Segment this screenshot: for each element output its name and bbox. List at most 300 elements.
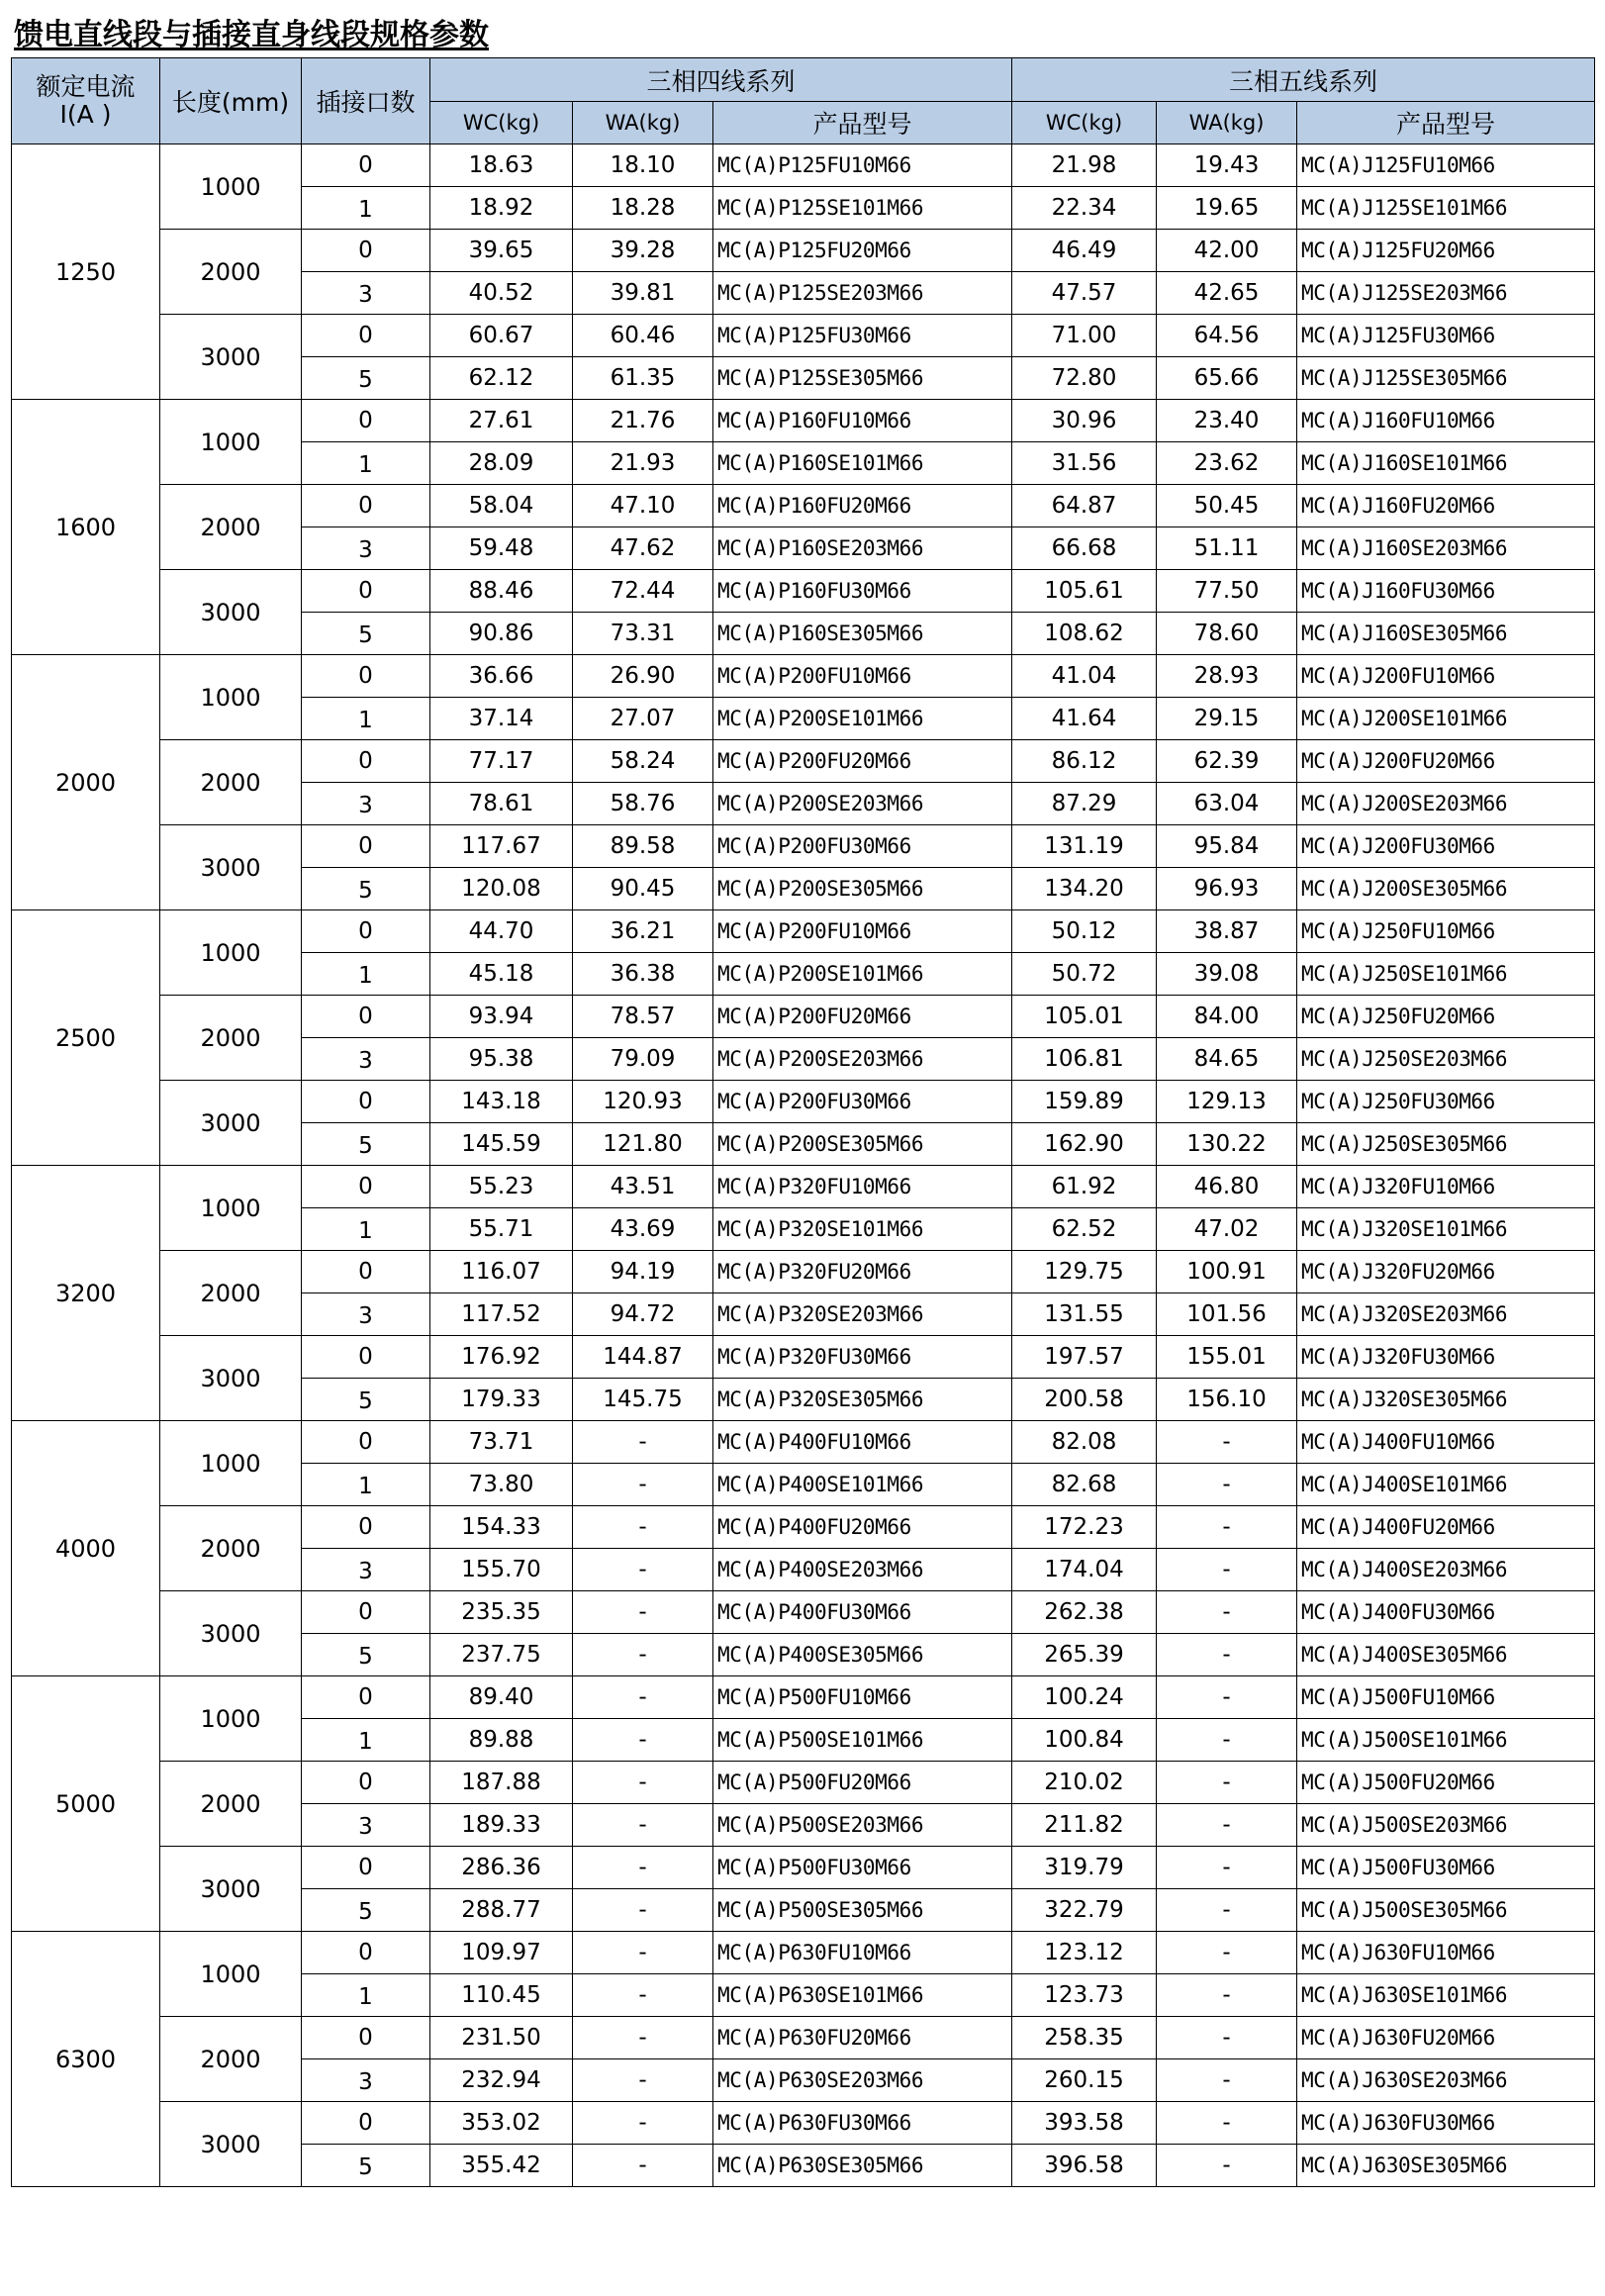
outlets-cell: 0 bbox=[302, 1336, 430, 1379]
wa-five-wire-cell: 46.80 bbox=[1157, 1166, 1297, 1208]
wc-five-wire-cell: 82.68 bbox=[1012, 1464, 1157, 1506]
wa-four-wire-cell: 18.28 bbox=[573, 187, 713, 230]
outlets-cell: 1 bbox=[302, 442, 430, 485]
model-five-wire-cell: MC(A)J400SE203M66 bbox=[1297, 1549, 1595, 1591]
wa-five-wire-cell: 156.10 bbox=[1157, 1379, 1297, 1421]
header-rated-current bbox=[12, 58, 160, 144]
wa-five-wire-cell: - bbox=[1157, 1974, 1297, 2017]
wa-four-wire-cell: 73.31 bbox=[573, 613, 713, 655]
wa-five-wire-cell: 38.87 bbox=[1157, 910, 1297, 953]
length-cell: 2000 bbox=[160, 230, 302, 315]
wc-five-wire-cell: 265.39 bbox=[1012, 1634, 1157, 1676]
table-row bbox=[12, 825, 1595, 868]
wc-five-wire-cell: 134.20 bbox=[1012, 868, 1157, 910]
table-row bbox=[12, 1932, 1595, 1974]
model-five-wire-cell: MC(A)J160SE305M66 bbox=[1297, 613, 1595, 655]
wa-five-wire-cell: 78.60 bbox=[1157, 613, 1297, 655]
outlets-cell: 1 bbox=[302, 953, 430, 996]
wa-five-wire-cell: 63.04 bbox=[1157, 783, 1297, 825]
model-five-wire-cell: MC(A)J500FU20M66 bbox=[1297, 1762, 1595, 1804]
header-five-wire-series: 三相五线系列 bbox=[1012, 58, 1595, 102]
wc-five-wire-cell: 46.49 bbox=[1012, 230, 1157, 272]
model-five-wire-cell: MC(A)J160SE203M66 bbox=[1297, 527, 1595, 570]
wc-five-wire-cell: 131.55 bbox=[1012, 1293, 1157, 1336]
length-cell: 1000 bbox=[160, 1166, 302, 1251]
wc-five-wire-cell: 87.29 bbox=[1012, 783, 1157, 825]
length-cell: 2000 bbox=[160, 485, 302, 570]
outlets-cell: 0 bbox=[302, 144, 430, 187]
outlets-cell: 0 bbox=[302, 1847, 430, 1889]
model-five-wire-cell: MC(A)J125FU10M66 bbox=[1297, 144, 1595, 187]
wc-five-wire-cell: 62.52 bbox=[1012, 1208, 1157, 1251]
length-cell: 2000 bbox=[160, 2017, 302, 2102]
model-five-wire-cell: MC(A)J630FU10M66 bbox=[1297, 1932, 1595, 1974]
wc-five-wire-cell: 105.01 bbox=[1012, 996, 1157, 1038]
model-four-wire-cell: MC(A)P630SE101M66 bbox=[713, 1974, 1012, 2017]
wa-four-wire-cell: - bbox=[573, 1719, 713, 1762]
table-row bbox=[12, 1166, 1595, 1208]
wc-five-wire-cell: 123.73 bbox=[1012, 1974, 1157, 2017]
model-four-wire-cell: MC(A)P630FU10M66 bbox=[713, 1932, 1012, 1974]
wc-five-wire-cell: 86.12 bbox=[1012, 740, 1157, 783]
outlets-cell: 5 bbox=[302, 1634, 430, 1676]
model-four-wire-cell: MC(A)P200SE101M66 bbox=[713, 953, 1012, 996]
model-five-wire-cell: MC(A)J250SE203M66 bbox=[1297, 1038, 1595, 1081]
wa-four-wire-cell: 58.76 bbox=[573, 783, 713, 825]
model-five-wire-cell: MC(A)J500SE101M66 bbox=[1297, 1719, 1595, 1762]
outlets-cell: 1 bbox=[302, 698, 430, 740]
wc-four-wire-cell: 95.38 bbox=[430, 1038, 573, 1081]
length-cell: 1000 bbox=[160, 144, 302, 230]
wc-five-wire-cell: 47.57 bbox=[1012, 272, 1157, 315]
wa-four-wire-cell: - bbox=[573, 1549, 713, 1591]
wc-five-wire-cell: 71.00 bbox=[1012, 315, 1157, 357]
outlets-cell: 1 bbox=[302, 1464, 430, 1506]
wc-four-wire-cell: 55.23 bbox=[430, 1166, 573, 1208]
outlets-cell: 3 bbox=[302, 783, 430, 825]
table-row bbox=[12, 655, 1595, 698]
outlets-cell: 3 bbox=[302, 1293, 430, 1336]
model-five-wire-cell: MC(A)J630SE203M66 bbox=[1297, 2059, 1595, 2102]
model-four-wire-cell: MC(A)P500SE203M66 bbox=[713, 1804, 1012, 1847]
outlets-cell: 0 bbox=[302, 485, 430, 527]
header-four-wire-series: 三相四线系列 bbox=[430, 58, 1012, 102]
wa-five-wire-cell: - bbox=[1157, 1804, 1297, 1847]
rated-current-cell: 6300 bbox=[12, 1932, 160, 2187]
wc-five-wire-cell: 396.58 bbox=[1012, 2145, 1157, 2187]
wc-four-wire-cell: 60.67 bbox=[430, 315, 573, 357]
wa-four-wire-cell: 60.46 bbox=[573, 315, 713, 357]
wc-five-wire-cell: 159.89 bbox=[1012, 1081, 1157, 1123]
wa-four-wire-cell: 43.51 bbox=[573, 1166, 713, 1208]
model-four-wire-cell: MC(A)P320SE101M66 bbox=[713, 1208, 1012, 1251]
model-four-wire-cell: MC(A)P400FU20M66 bbox=[713, 1506, 1012, 1549]
wa-four-wire-cell: 78.57 bbox=[573, 996, 713, 1038]
header-rated-current-label: 额定电流 bbox=[36, 72, 136, 101]
wc-four-wire-cell: 59.48 bbox=[430, 527, 573, 570]
wa-five-wire-cell: 19.43 bbox=[1157, 144, 1297, 187]
outlets-cell: 0 bbox=[302, 910, 430, 953]
wa-five-wire-cell: 42.65 bbox=[1157, 272, 1297, 315]
model-four-wire-cell: MC(A)P500FU30M66 bbox=[713, 1847, 1012, 1889]
model-four-wire-cell: MC(A)P500SE101M66 bbox=[713, 1719, 1012, 1762]
table-row bbox=[12, 1336, 1595, 1379]
spec-table bbox=[11, 57, 1595, 2187]
rated-current-cell: 4000 bbox=[12, 1421, 160, 1676]
table-row bbox=[12, 400, 1595, 442]
wa-five-wire-cell: 47.02 bbox=[1157, 1208, 1297, 1251]
wc-four-wire-cell: 44.70 bbox=[430, 910, 573, 953]
model-five-wire-cell: MC(A)J125FU30M66 bbox=[1297, 315, 1595, 357]
wa-five-wire-cell: - bbox=[1157, 2059, 1297, 2102]
wa-four-wire-cell: 89.58 bbox=[573, 825, 713, 868]
model-four-wire-cell: MC(A)P200FU10M66 bbox=[713, 910, 1012, 953]
model-five-wire-cell: MC(A)J320FU10M66 bbox=[1297, 1166, 1595, 1208]
wc-four-wire-cell: 155.70 bbox=[430, 1549, 573, 1591]
wc-five-wire-cell: 211.82 bbox=[1012, 1804, 1157, 1847]
outlets-cell: 0 bbox=[302, 400, 430, 442]
wa-five-wire-cell: 77.50 bbox=[1157, 570, 1297, 613]
wa-five-wire-cell: - bbox=[1157, 1421, 1297, 1464]
wc-four-wire-cell: 45.18 bbox=[430, 953, 573, 996]
wc-five-wire-cell: 50.12 bbox=[1012, 910, 1157, 953]
model-four-wire-cell: MC(A)P200SE305M66 bbox=[713, 868, 1012, 910]
model-five-wire-cell: MC(A)J250SE305M66 bbox=[1297, 1123, 1595, 1166]
length-cell: 3000 bbox=[160, 570, 302, 655]
model-four-wire-cell: MC(A)P320FU10M66 bbox=[713, 1166, 1012, 1208]
model-four-wire-cell: MC(A)P125FU10M66 bbox=[713, 144, 1012, 187]
wc-four-wire-cell: 110.45 bbox=[430, 1974, 573, 2017]
wc-five-wire-cell: 262.38 bbox=[1012, 1591, 1157, 1634]
wa-four-wire-cell: - bbox=[573, 2145, 713, 2187]
wc-four-wire-cell: 18.63 bbox=[430, 144, 573, 187]
model-five-wire-cell: MC(A)J200SE305M66 bbox=[1297, 868, 1595, 910]
model-five-wire-cell: MC(A)J125SE305M66 bbox=[1297, 357, 1595, 400]
wa-five-wire-cell: - bbox=[1157, 1634, 1297, 1676]
model-five-wire-cell: MC(A)J250FU20M66 bbox=[1297, 996, 1595, 1038]
model-five-wire-cell: MC(A)J400SE305M66 bbox=[1297, 1634, 1595, 1676]
model-five-wire-cell: MC(A)J500FU10M66 bbox=[1297, 1676, 1595, 1719]
wa-four-wire-cell: 90.45 bbox=[573, 868, 713, 910]
model-four-wire-cell: MC(A)P200FU20M66 bbox=[713, 740, 1012, 783]
model-five-wire-cell: MC(A)J160FU10M66 bbox=[1297, 400, 1595, 442]
model-four-wire-cell: MC(A)P320SE305M66 bbox=[713, 1379, 1012, 1421]
wa-four-wire-cell: - bbox=[573, 1676, 713, 1719]
wc-four-wire-cell: 176.92 bbox=[430, 1336, 573, 1379]
wa-four-wire-cell: 61.35 bbox=[573, 357, 713, 400]
wa-four-wire-cell: - bbox=[573, 2059, 713, 2102]
wa-five-wire-cell: 28.93 bbox=[1157, 655, 1297, 698]
wa-four-wire-cell: 144.87 bbox=[573, 1336, 713, 1379]
wa-four-wire-cell: 36.21 bbox=[573, 910, 713, 953]
wc-five-wire-cell: 41.64 bbox=[1012, 698, 1157, 740]
model-four-wire-cell: MC(A)P500SE305M66 bbox=[713, 1889, 1012, 1932]
wa-five-wire-cell: 65.66 bbox=[1157, 357, 1297, 400]
wa-five-wire-cell: 129.13 bbox=[1157, 1081, 1297, 1123]
model-four-wire-cell: MC(A)P320FU20M66 bbox=[713, 1251, 1012, 1293]
outlets-cell: 0 bbox=[302, 1421, 430, 1464]
length-cell: 2000 bbox=[160, 1762, 302, 1847]
model-five-wire-cell: MC(A)J250SE101M66 bbox=[1297, 953, 1595, 996]
wa-five-wire-cell: - bbox=[1157, 1549, 1297, 1591]
length-cell: 3000 bbox=[160, 1591, 302, 1676]
rated-current-cell: 1600 bbox=[12, 400, 160, 655]
model-five-wire-cell: MC(A)J200FU30M66 bbox=[1297, 825, 1595, 868]
wc-five-wire-cell: 100.84 bbox=[1012, 1719, 1157, 1762]
wc-four-wire-cell: 109.97 bbox=[430, 1932, 573, 1974]
wc-four-wire-cell: 89.40 bbox=[430, 1676, 573, 1719]
model-four-wire-cell: MC(A)P500FU20M66 bbox=[713, 1762, 1012, 1804]
header-wa-four-wire: WA(kg) bbox=[573, 102, 713, 144]
wc-five-wire-cell: 30.96 bbox=[1012, 400, 1157, 442]
wa-four-wire-cell: 72.44 bbox=[573, 570, 713, 613]
wa-four-wire-cell: 145.75 bbox=[573, 1379, 713, 1421]
outlets-cell: 5 bbox=[302, 2145, 430, 2187]
wc-five-wire-cell: 172.23 bbox=[1012, 1506, 1157, 1549]
header-model-five-wire: 产品型号 bbox=[1297, 102, 1595, 144]
outlets-cell: 5 bbox=[302, 1123, 430, 1166]
wc-five-wire-cell: 105.61 bbox=[1012, 570, 1157, 613]
outlets-cell: 0 bbox=[302, 825, 430, 868]
model-four-wire-cell: MC(A)P400FU30M66 bbox=[713, 1591, 1012, 1634]
header-wc-four-wire: WC(kg) bbox=[430, 102, 573, 144]
wc-five-wire-cell: 72.80 bbox=[1012, 357, 1157, 400]
wa-four-wire-cell: - bbox=[573, 1889, 713, 1932]
wa-four-wire-cell: - bbox=[573, 1974, 713, 2017]
model-four-wire-cell: MC(A)P400FU10M66 bbox=[713, 1421, 1012, 1464]
wa-five-wire-cell: 155.01 bbox=[1157, 1336, 1297, 1379]
wa-four-wire-cell: 94.72 bbox=[573, 1293, 713, 1336]
model-four-wire-cell: MC(A)P200SE101M66 bbox=[713, 698, 1012, 740]
wa-five-wire-cell: - bbox=[1157, 1464, 1297, 1506]
model-five-wire-cell: MC(A)J400FU10M66 bbox=[1297, 1421, 1595, 1464]
length-cell: 2000 bbox=[160, 1251, 302, 1336]
wc-four-wire-cell: 36.66 bbox=[430, 655, 573, 698]
wc-five-wire-cell: 319.79 bbox=[1012, 1847, 1157, 1889]
length-cell: 1000 bbox=[160, 910, 302, 996]
wa-four-wire-cell: - bbox=[573, 2017, 713, 2059]
wc-four-wire-cell: 189.33 bbox=[430, 1804, 573, 1847]
wc-four-wire-cell: 231.50 bbox=[430, 2017, 573, 2059]
wa-five-wire-cell: 84.00 bbox=[1157, 996, 1297, 1038]
table-row bbox=[12, 1676, 1595, 1719]
wa-five-wire-cell: 130.22 bbox=[1157, 1123, 1297, 1166]
outlets-cell: 5 bbox=[302, 868, 430, 910]
header-outlets: 插接口数 bbox=[302, 58, 430, 144]
model-five-wire-cell: MC(A)J200SE101M66 bbox=[1297, 698, 1595, 740]
model-five-wire-cell: MC(A)J160SE101M66 bbox=[1297, 442, 1595, 485]
outlets-cell: 5 bbox=[302, 357, 430, 400]
wc-five-wire-cell: 131.19 bbox=[1012, 825, 1157, 868]
outlets-cell: 3 bbox=[302, 2059, 430, 2102]
wc-four-wire-cell: 143.18 bbox=[430, 1081, 573, 1123]
length-cell: 3000 bbox=[160, 1081, 302, 1166]
wc-four-wire-cell: 78.61 bbox=[430, 783, 573, 825]
page-title: 馈电直线段与插接直身线段规格参数 bbox=[14, 18, 489, 52]
wa-four-wire-cell: 121.80 bbox=[573, 1123, 713, 1166]
model-four-wire-cell: MC(A)P200FU10M66 bbox=[713, 655, 1012, 698]
wc-four-wire-cell: 28.09 bbox=[430, 442, 573, 485]
wa-four-wire-cell: 79.09 bbox=[573, 1038, 713, 1081]
model-four-wire-cell: MC(A)P160SE305M66 bbox=[713, 613, 1012, 655]
wc-four-wire-cell: 18.92 bbox=[430, 187, 573, 230]
wc-four-wire-cell: 89.88 bbox=[430, 1719, 573, 1762]
outlets-cell: 0 bbox=[302, 1251, 430, 1293]
wa-four-wire-cell: - bbox=[573, 1634, 713, 1676]
model-four-wire-cell: MC(A)P200FU20M66 bbox=[713, 996, 1012, 1038]
wa-five-wire-cell: 64.56 bbox=[1157, 315, 1297, 357]
model-five-wire-cell: MC(A)J500SE305M66 bbox=[1297, 1889, 1595, 1932]
rated-current-cell: 3200 bbox=[12, 1166, 160, 1421]
wc-five-wire-cell: 322.79 bbox=[1012, 1889, 1157, 1932]
model-five-wire-cell: MC(A)J160FU20M66 bbox=[1297, 485, 1595, 527]
table-row bbox=[12, 1506, 1595, 1549]
model-five-wire-cell: MC(A)J500SE203M66 bbox=[1297, 1804, 1595, 1847]
wa-four-wire-cell: - bbox=[573, 1421, 713, 1464]
model-five-wire-cell: MC(A)J630FU20M66 bbox=[1297, 2017, 1595, 2059]
outlets-cell: 0 bbox=[302, 1081, 430, 1123]
wc-four-wire-cell: 286.36 bbox=[430, 1847, 573, 1889]
wc-four-wire-cell: 77.17 bbox=[430, 740, 573, 783]
length-cell: 2000 bbox=[160, 1506, 302, 1591]
model-five-wire-cell: MC(A)J630FU30M66 bbox=[1297, 2102, 1595, 2145]
model-four-wire-cell: MC(A)P320SE203M66 bbox=[713, 1293, 1012, 1336]
model-four-wire-cell: MC(A)P400SE305M66 bbox=[713, 1634, 1012, 1676]
wc-five-wire-cell: 200.58 bbox=[1012, 1379, 1157, 1421]
outlets-cell: 0 bbox=[302, 1591, 430, 1634]
wa-five-wire-cell: 100.91 bbox=[1157, 1251, 1297, 1293]
wc-five-wire-cell: 31.56 bbox=[1012, 442, 1157, 485]
table-row bbox=[12, 910, 1595, 953]
model-five-wire-cell: MC(A)J200FU10M66 bbox=[1297, 655, 1595, 698]
wc-four-wire-cell: 62.12 bbox=[430, 357, 573, 400]
table-row bbox=[12, 1847, 1595, 1889]
table-row bbox=[12, 315, 1595, 357]
table-row bbox=[12, 740, 1595, 783]
outlets-cell: 0 bbox=[302, 1676, 430, 1719]
model-four-wire-cell: MC(A)P200SE203M66 bbox=[713, 783, 1012, 825]
outlets-cell: 0 bbox=[302, 655, 430, 698]
wa-five-wire-cell: - bbox=[1157, 2145, 1297, 2187]
wa-four-wire-cell: 36.38 bbox=[573, 953, 713, 996]
wa-five-wire-cell: - bbox=[1157, 1932, 1297, 1974]
wa-five-wire-cell: - bbox=[1157, 2102, 1297, 2145]
model-four-wire-cell: MC(A)P400SE203M66 bbox=[713, 1549, 1012, 1591]
outlets-cell: 0 bbox=[302, 1506, 430, 1549]
length-cell: 2000 bbox=[160, 996, 302, 1081]
table-row bbox=[12, 2017, 1595, 2059]
wc-four-wire-cell: 117.67 bbox=[430, 825, 573, 868]
wc-five-wire-cell: 210.02 bbox=[1012, 1762, 1157, 1804]
wc-five-wire-cell: 50.72 bbox=[1012, 953, 1157, 996]
wa-four-wire-cell: 47.10 bbox=[573, 485, 713, 527]
model-four-wire-cell: MC(A)P630SE305M66 bbox=[713, 2145, 1012, 2187]
model-five-wire-cell: MC(A)J250FU10M66 bbox=[1297, 910, 1595, 953]
model-five-wire-cell: MC(A)J320SE203M66 bbox=[1297, 1293, 1595, 1336]
wa-five-wire-cell: 23.40 bbox=[1157, 400, 1297, 442]
model-four-wire-cell: MC(A)P160FU10M66 bbox=[713, 400, 1012, 442]
wa-four-wire-cell: - bbox=[573, 1464, 713, 1506]
wc-five-wire-cell: 22.34 bbox=[1012, 187, 1157, 230]
wa-four-wire-cell: - bbox=[573, 1932, 713, 1974]
wa-four-wire-cell: 18.10 bbox=[573, 144, 713, 187]
length-cell: 1000 bbox=[160, 655, 302, 740]
model-four-wire-cell: MC(A)P160SE101M66 bbox=[713, 442, 1012, 485]
wc-four-wire-cell: 93.94 bbox=[430, 996, 573, 1038]
outlets-cell: 3 bbox=[302, 1804, 430, 1847]
length-cell: 1000 bbox=[160, 400, 302, 485]
length-cell: 3000 bbox=[160, 315, 302, 400]
wa-five-wire-cell: - bbox=[1157, 1762, 1297, 1804]
model-five-wire-cell: MC(A)J125SE101M66 bbox=[1297, 187, 1595, 230]
header-length: 长度(mm) bbox=[160, 58, 302, 144]
table-row bbox=[12, 1762, 1595, 1804]
wa-four-wire-cell: 58.24 bbox=[573, 740, 713, 783]
outlets-cell: 1 bbox=[302, 1974, 430, 2017]
model-four-wire-cell: MC(A)P160FU20M66 bbox=[713, 485, 1012, 527]
length-cell: 3000 bbox=[160, 825, 302, 910]
wc-four-wire-cell: 154.33 bbox=[430, 1506, 573, 1549]
wc-five-wire-cell: 82.08 bbox=[1012, 1421, 1157, 1464]
model-five-wire-cell: MC(A)J125SE203M66 bbox=[1297, 272, 1595, 315]
wc-four-wire-cell: 237.75 bbox=[430, 1634, 573, 1676]
outlets-cell: 3 bbox=[302, 272, 430, 315]
model-five-wire-cell: MC(A)J125FU20M66 bbox=[1297, 230, 1595, 272]
outlets-cell: 0 bbox=[302, 315, 430, 357]
model-five-wire-cell: MC(A)J630SE101M66 bbox=[1297, 1974, 1595, 2017]
model-four-wire-cell: MC(A)P630FU30M66 bbox=[713, 2102, 1012, 2145]
wc-five-wire-cell: 197.57 bbox=[1012, 1336, 1157, 1379]
header-rated-current-unit: I(A ) bbox=[59, 100, 112, 129]
wa-five-wire-cell: 96.93 bbox=[1157, 868, 1297, 910]
model-five-wire-cell: MC(A)J250FU30M66 bbox=[1297, 1081, 1595, 1123]
wa-five-wire-cell: 29.15 bbox=[1157, 698, 1297, 740]
table-row bbox=[12, 1591, 1595, 1634]
wa-four-wire-cell: 21.93 bbox=[573, 442, 713, 485]
length-cell: 1000 bbox=[160, 1421, 302, 1506]
wa-four-wire-cell: 120.93 bbox=[573, 1081, 713, 1123]
wc-five-wire-cell: 174.04 bbox=[1012, 1549, 1157, 1591]
wa-five-wire-cell: 50.45 bbox=[1157, 485, 1297, 527]
wa-five-wire-cell: 23.62 bbox=[1157, 442, 1297, 485]
model-five-wire-cell: MC(A)J320SE305M66 bbox=[1297, 1379, 1595, 1421]
wc-four-wire-cell: 73.71 bbox=[430, 1421, 573, 1464]
model-five-wire-cell: MC(A)J320FU20M66 bbox=[1297, 1251, 1595, 1293]
length-cell: 2000 bbox=[160, 740, 302, 825]
table-row bbox=[12, 996, 1595, 1038]
model-four-wire-cell: MC(A)P160FU30M66 bbox=[713, 570, 1012, 613]
wc-four-wire-cell: 235.35 bbox=[430, 1591, 573, 1634]
wc-four-wire-cell: 355.42 bbox=[430, 2145, 573, 2187]
wa-four-wire-cell: - bbox=[573, 1847, 713, 1889]
model-four-wire-cell: MC(A)P200SE203M66 bbox=[713, 1038, 1012, 1081]
length-cell: 3000 bbox=[160, 1336, 302, 1421]
rated-current-cell: 5000 bbox=[12, 1676, 160, 1932]
wa-five-wire-cell: 84.65 bbox=[1157, 1038, 1297, 1081]
model-four-wire-cell: MC(A)P200SE305M66 bbox=[713, 1123, 1012, 1166]
outlets-cell: 0 bbox=[302, 740, 430, 783]
outlets-cell: 0 bbox=[302, 996, 430, 1038]
wc-five-wire-cell: 100.24 bbox=[1012, 1676, 1157, 1719]
wc-five-wire-cell: 21.98 bbox=[1012, 144, 1157, 187]
wa-four-wire-cell: - bbox=[573, 1506, 713, 1549]
wa-five-wire-cell: 19.65 bbox=[1157, 187, 1297, 230]
model-four-wire-cell: MC(A)P125FU20M66 bbox=[713, 230, 1012, 272]
model-five-wire-cell: MC(A)J400SE101M66 bbox=[1297, 1464, 1595, 1506]
model-four-wire-cell: MC(A)P125FU30M66 bbox=[713, 315, 1012, 357]
wc-five-wire-cell: 393.58 bbox=[1012, 2102, 1157, 2145]
wa-five-wire-cell: 62.39 bbox=[1157, 740, 1297, 783]
